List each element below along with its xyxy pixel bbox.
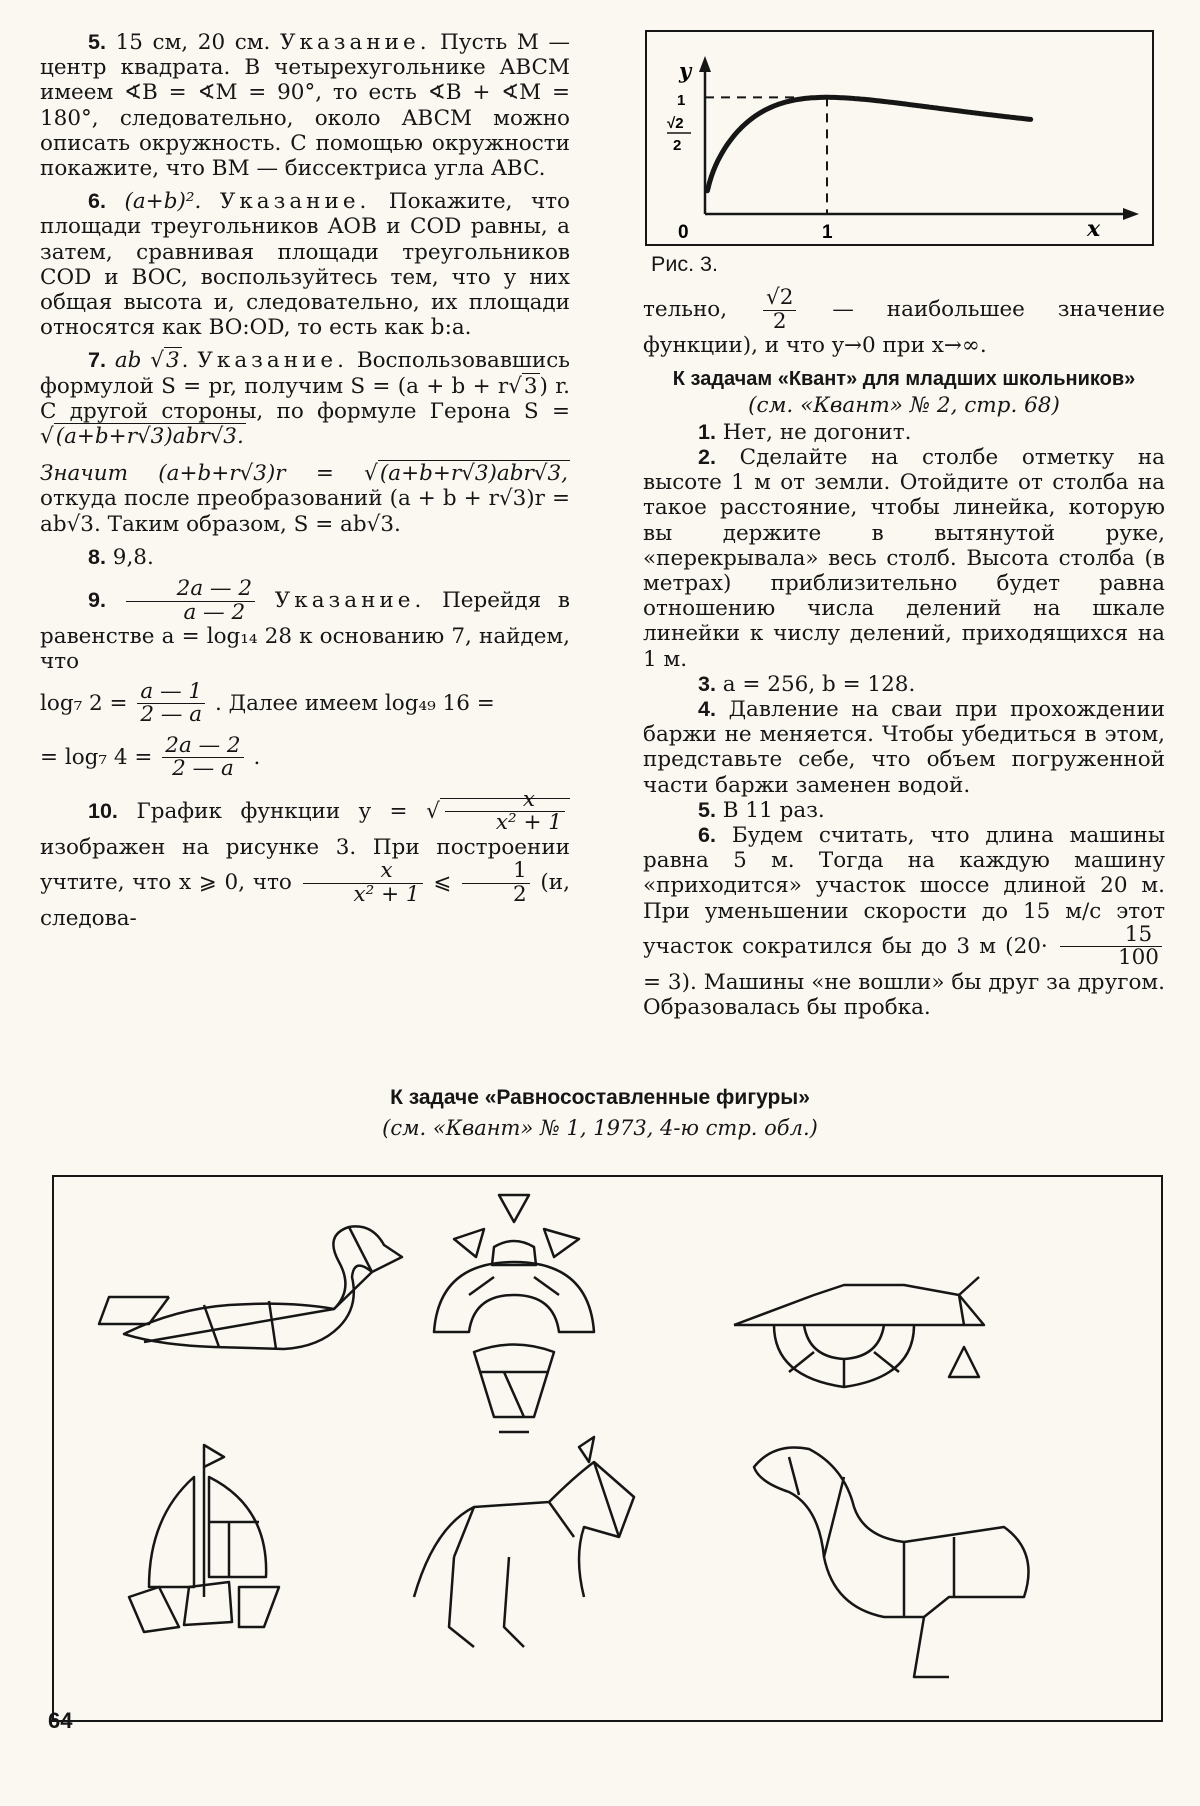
fraction-numerator: a — 1 [140,678,203,704]
answer-value: ab [114,348,151,374]
y-axis-label: y [679,58,692,83]
bird-figure [734,1277,984,1387]
answer-number: 5. [88,30,106,54]
answer-text: = 3). Машины «не вошли» бы друг за другом. Образовалась бы пробка. [643,969,1165,1021]
answer-text: a = 256, b = 128. [722,671,916,697]
answer-number: 9. [88,588,106,613]
answer-number: 4. [698,696,716,721]
section-title: К задачам «Квант» для младших школьников» [672,367,1136,390]
answer-fraction [126,578,255,624]
fraction-denominator: x² + 1 [445,811,565,835]
answer-number: 3. [698,671,716,696]
heron-radicand: (a+b+r√3)abr√3. [55,424,244,450]
fraction-numerator: 15 [1124,921,1153,947]
y-tick-denominator: 2 [673,137,682,154]
answer-number: 6. [698,822,716,847]
answer-punct: . [181,348,189,374]
junior-answer-3 [643,672,1165,697]
equidecomposable-figures-panel [52,1175,1163,1722]
answer-number: 10. [88,798,118,823]
max-value-fraction [763,287,796,333]
answer-9 [40,578,570,781]
y-axis-arrow [699,56,711,72]
junior-answer-4 [643,697,1165,798]
answer-number: 2. [698,444,716,469]
horse-figure [414,1437,634,1647]
junior-answer-6 [643,823,1165,1020]
fraction-numerator: √2 [766,285,794,311]
answer-text: Давление на сваи при прохождении баржи не меняется. Чтобы убедиться в этом, представьте себе, что объем погруженной части баржи заменен водой. [643,696,1165,798]
left-column [40,30,570,940]
formula-fraction [137,678,205,728]
graph-canvas [647,32,1152,244]
hint-label: Указание. [279,30,431,55]
x-tick-1: 1 [822,222,833,243]
answer-text: Воспользовавшись формулой S = pr, получим S = (a + b + r [40,348,570,399]
formula-line [40,732,570,782]
figure-caption: Рис. 3. [651,252,718,276]
answer-text: Перейдя в равенстве a = log₁₄ 28 к основанию 7, найдем, что [40,588,570,675]
answer-number: 6. [88,189,106,214]
answer-text: В 11 раз. [722,797,825,823]
continuation-text: тельно, [643,297,728,323]
hint-label: Указание. [219,189,371,215]
answer-5 [40,30,570,181]
answer-8 [40,545,570,570]
formula-text: . Далее имеем log₄₉ 16 = [214,690,495,716]
ratio-fraction [1060,921,1162,971]
vase-figure [434,1195,594,1432]
y-tick-one: 1 [677,92,686,109]
function-curve [707,97,1030,190]
duck-figure [754,1447,1029,1677]
answer-7: 7. ab √3. Указание. Воспользовавшись формулой S = pr, получим S = (a + b + r√3) r. С другой стороны, по формуле Герона S = √(a+b+r√3)abr√3. Значит (a+b+r√3)r = √(a+b+r√3)abr√3, откуда после преобразований (a + b + r√3)r = ab√3. Таким образом, S = ab√3. [40,348,570,537]
figures-heading [0,1086,1200,1140]
answer-10: 10. График функции y = √ $\frac{x}{\text{x² + 1}}$ изображен на рисунке 3. При построении учтите, что x ⩾ 0, что $\frac{x}{\text{x² + 1}}$ ⩽ $\frac{1}{2}$ (и, следова- [40,786,570,932]
formula-text: = log₇ 4 = [40,744,153,770]
answer-text: График функции y = [136,798,427,824]
junior-answer-5 [643,798,1165,823]
fraction-numerator: 2a — 2 [176,576,253,602]
formula-fraction [162,732,243,782]
inequality-fraction [303,860,423,906]
page-number: 64 [48,1708,73,1733]
swan-figure [99,1226,402,1349]
answer-7-line2: Значит (a+b+r√3)r = √(a+b+r√3)abr√3, откуда после преобразований (a + b + r√3)r = ab√3. Таким образом, S = ab√3. [40,461,570,537]
answer-value: (a+b)². [124,189,202,215]
radicand: 3 [523,373,538,399]
formula-text: Значит (a+b+r√3)r = [40,461,365,487]
junior-answer-2 [643,445,1165,672]
right-column [643,30,1165,1020]
formula-text: log₇ 2 = [40,690,128,716]
junior-answers-list [643,420,1165,823]
origin-label: 0 [678,222,689,243]
hint-label: Указание. [274,588,426,614]
continuation-text: — наибольшее значение функции), и что y→0 при x→∞. [643,297,1166,359]
answer-number: 7. [88,348,106,373]
figures-canvas [54,1177,1161,1720]
inequality-sign: ⩽ [433,870,452,896]
fraction-denominator: 2 [462,883,530,907]
hint-label: Указание. [197,348,348,374]
answer-6 [40,189,570,340]
fraction-numerator: 1 [513,858,527,884]
answer-value: 15 см, 20 см. [115,30,271,55]
answer-text: ) r. С другой стороны, по формуле Герона S = [40,373,570,424]
radicand: (a+b+r√3)abr√3, [379,461,568,487]
radicand-fraction [445,786,565,836]
answer-number: 8. [88,544,106,569]
answer-10-continuation [643,287,1165,358]
fraction-denominator: 2 — a [162,757,243,781]
figures-reference: (см. «Квант» № 1, 1973, 4-ю стр. обл.) [382,1116,818,1140]
answer-text: Покажите, что площади треугольников AOB и COD равны, а затем, сравнивая площади треугольников COD и BOC, воспользуйтесь тем, что у них общая высота и, следовательно, их площади относятся как BO:OD, то есть как b:a. [40,189,571,341]
fraction-denominator: x² + 1 [303,883,423,907]
answer-number: 1. [698,419,716,444]
fraction-denominator: a — 2 [126,601,255,625]
figures-title: К задаче «Равносоставленные фигуры» [390,1086,810,1109]
fraction-numerator: x [522,786,535,812]
fraction-denominator: 100 [1060,946,1162,970]
answer-text: откуда после преобразований (a + b + r√3)r = ab√3. Таким образом, S = ab√3. [40,486,570,537]
formula-line [40,678,570,728]
fraction-denominator: 2 — a [137,703,205,727]
x-axis-arrow [1123,208,1139,220]
answer-text: Пусть M — центр квадрата. В четырехугольнике ABCM имеем ∢B = ∢M = 90°, то есть ∢B + ∢M = 180°, следовательно, около ABCM можно описать окружность. С помощью окружности покажите, что BM — биссектриса угла ABC. [40,30,570,182]
half-fraction [462,860,530,906]
y-tick-numerator: √2 [667,115,684,132]
fraction-numerator: x [380,858,393,884]
answer-text: Нет, не догонит. [722,419,912,445]
section-reference: (см. «Квант» № 2, стр. 68) [748,392,1060,418]
answer-text: (и, следова- [40,870,570,932]
formula-text: . [253,744,261,770]
answer-radicand: 3 [165,348,180,374]
answer-number: 5. [698,797,716,822]
answer-text: Будем считать, что длина машины равна 5 м. Тогда на каждую машину «приходится» участок шоссе длиной 20 м. При уменьшении скорости до 15 м/с этот участок сократился бы до 3 м (20· [643,822,1165,959]
answer-text: изображен на рисунке 3. При построении учтите, что x ⩾ 0, что [40,834,570,896]
x-axis-label: x [1087,216,1101,242]
answer-text: Сделайте на столбе отметку на высоте 1 м от земли. Отойдите от столба на такое расстояние, чтобы линейка, которую вы держите в вытянутой руке, «перекрывала» весь столб. Высота столба (в метрах) приблизительно будет равна отношению числа делений на шкале линейки к числу делений, приходящихся на 1 м. [643,444,1165,672]
fraction-denominator: 2 [763,310,796,334]
function-graph [645,30,1154,246]
fraction-numerator: 2a — 2 [165,732,241,758]
answer-value: 9,8. [112,544,154,570]
sailboat-figure [129,1445,279,1632]
junior-answer-1 [643,420,1165,445]
